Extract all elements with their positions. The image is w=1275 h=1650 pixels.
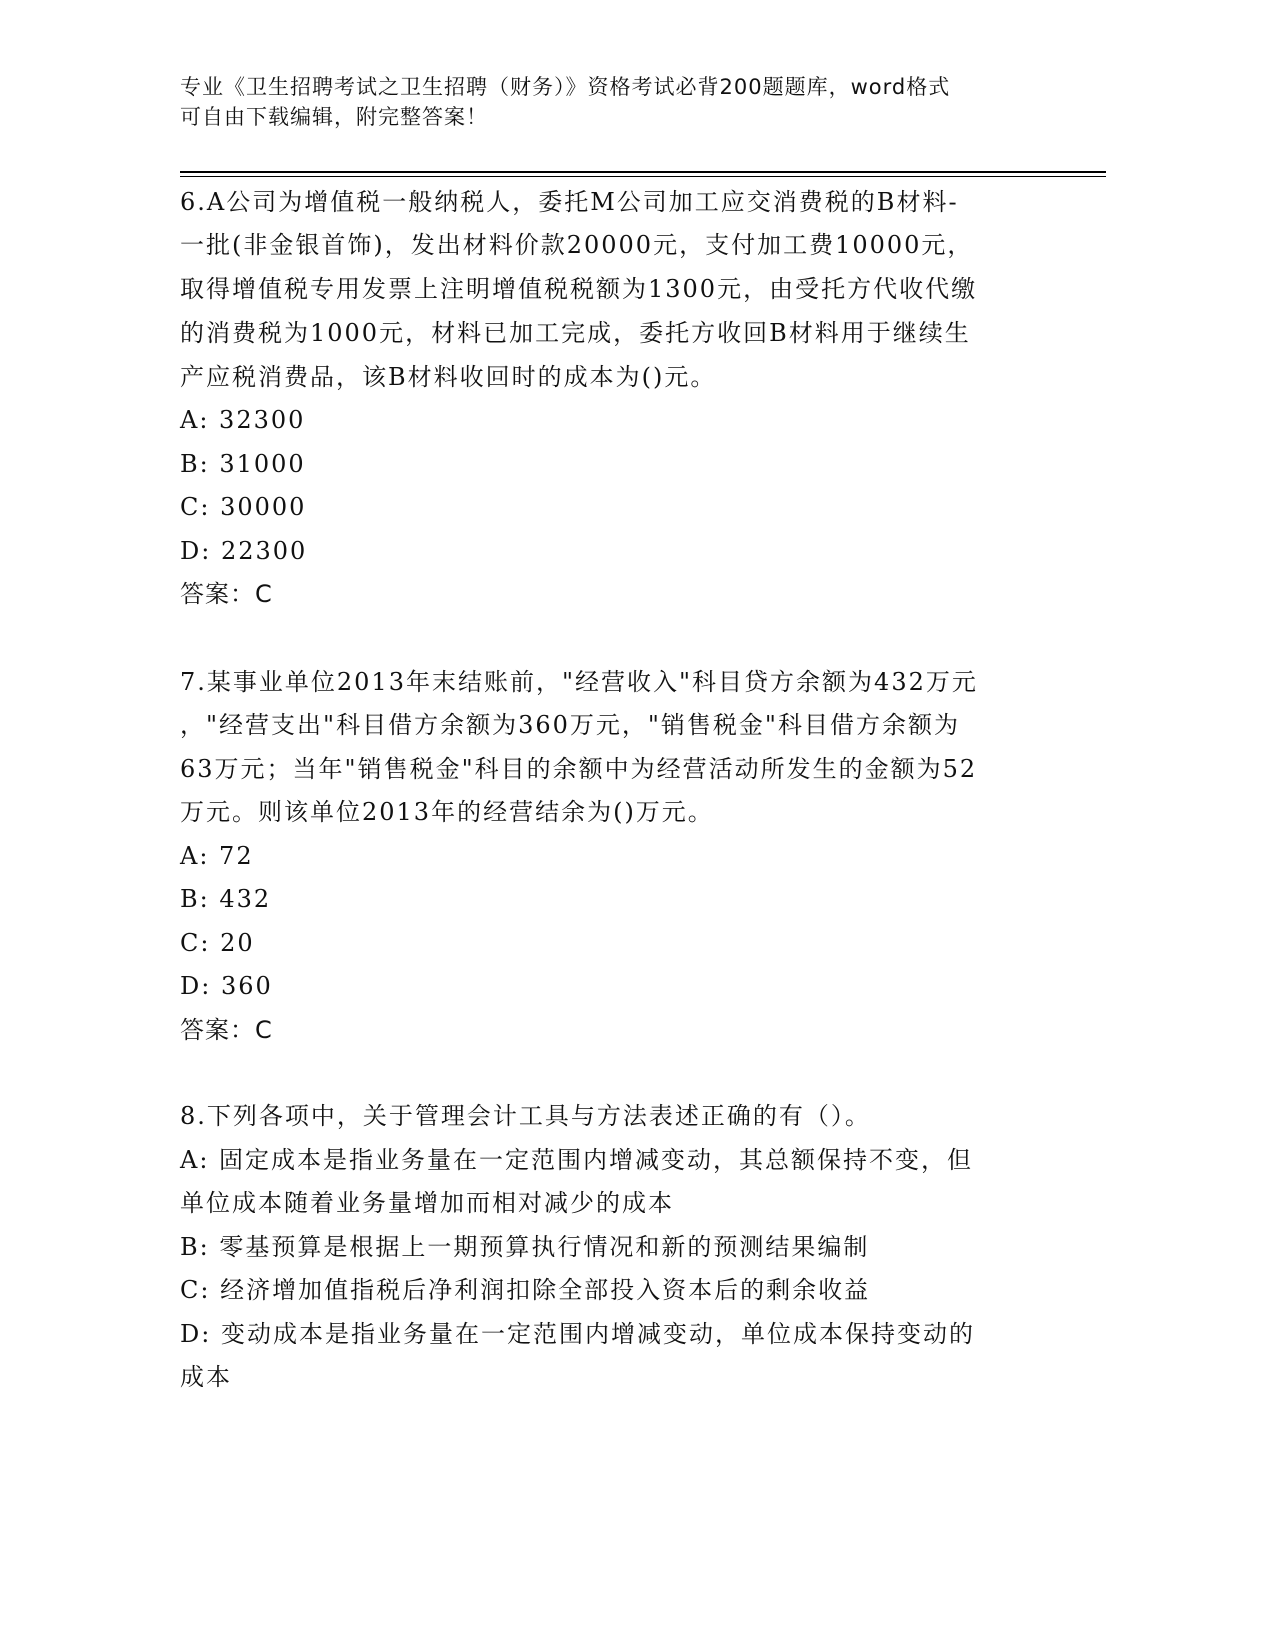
option-d-cont: 成本 <box>180 1363 232 1391</box>
question-text: 的消费税为1000元，材料已加工完成，委托方收回B材料用于继续生 <box>180 319 971 347</box>
option-a: A: 32300 <box>180 406 306 434</box>
option-d: D: 22300 <box>180 537 308 565</box>
header-divider-thick <box>180 171 1106 173</box>
question-text: 万元。则该单位2013年的经营结余为()万元。 <box>180 798 714 826</box>
question-text: 取得增值税专用发票上注明增值税税额为1300元，由受托方代收代缴 <box>180 275 978 303</box>
question-text: ，"经营支出"科目借方余额为360万元，"销售税金"科目借方余额为 <box>180 711 960 739</box>
question-text: 6.A公司为增值税一般纳税人，委托M公司加工应交消费税的B材料- <box>180 188 959 216</box>
option-a-cont: 单位成本随着业务量增加而相对减少的成本 <box>180 1189 674 1217</box>
option-b: B: 零基预算是根据上一期预算执行情况和新的预测结果编制 <box>180 1233 870 1261</box>
question-text: 一批(非金银首饰)，发出材料价款20000元，支付加工费10000元， <box>180 231 974 259</box>
option-d: D: 变动成本是指业务量在一定范围内增减变动，单位成本保持变动的 <box>180 1320 975 1348</box>
option-a: A: 72 <box>180 842 254 870</box>
option-c: C: 30000 <box>180 493 307 521</box>
option-b: B: 432 <box>180 885 272 913</box>
question-text: 8.下列各项中，关于管理会计工具与方法表述正确的有（）。 <box>180 1102 871 1130</box>
header-line-1: 专业《卫生招聘考试之卫生招聘（财务）》资格考试必背200题题库，word格式 <box>180 75 951 99</box>
option-c: C: 20 <box>180 929 255 957</box>
option-b: B: 31000 <box>180 450 306 478</box>
option-c: C: 经济增加值指税后净利润扣除全部投入资本后的剩余收益 <box>180 1276 871 1304</box>
header-divider-thin <box>180 176 1106 177</box>
option-d: D: 360 <box>180 972 273 1000</box>
question-text: 63万元；当年"销售税金"科目的余额中为经营活动所发生的金额为52 <box>180 755 978 783</box>
option-a: A: 固定成本是指业务量在一定范围内增减变动，其总额保持不变，但 <box>180 1146 974 1174</box>
question-text: 7.某事业单位2013年末结账前，"经营收入"科目贷方余额为432万元 <box>180 668 978 696</box>
answer: 答案：C <box>180 580 273 608</box>
answer: 答案：C <box>180 1016 273 1044</box>
question-text: 产应税消费品，该B材料收回时的成本为()元。 <box>180 363 717 391</box>
header-line-2: 可自由下载编辑，附完整答案！ <box>180 105 488 129</box>
